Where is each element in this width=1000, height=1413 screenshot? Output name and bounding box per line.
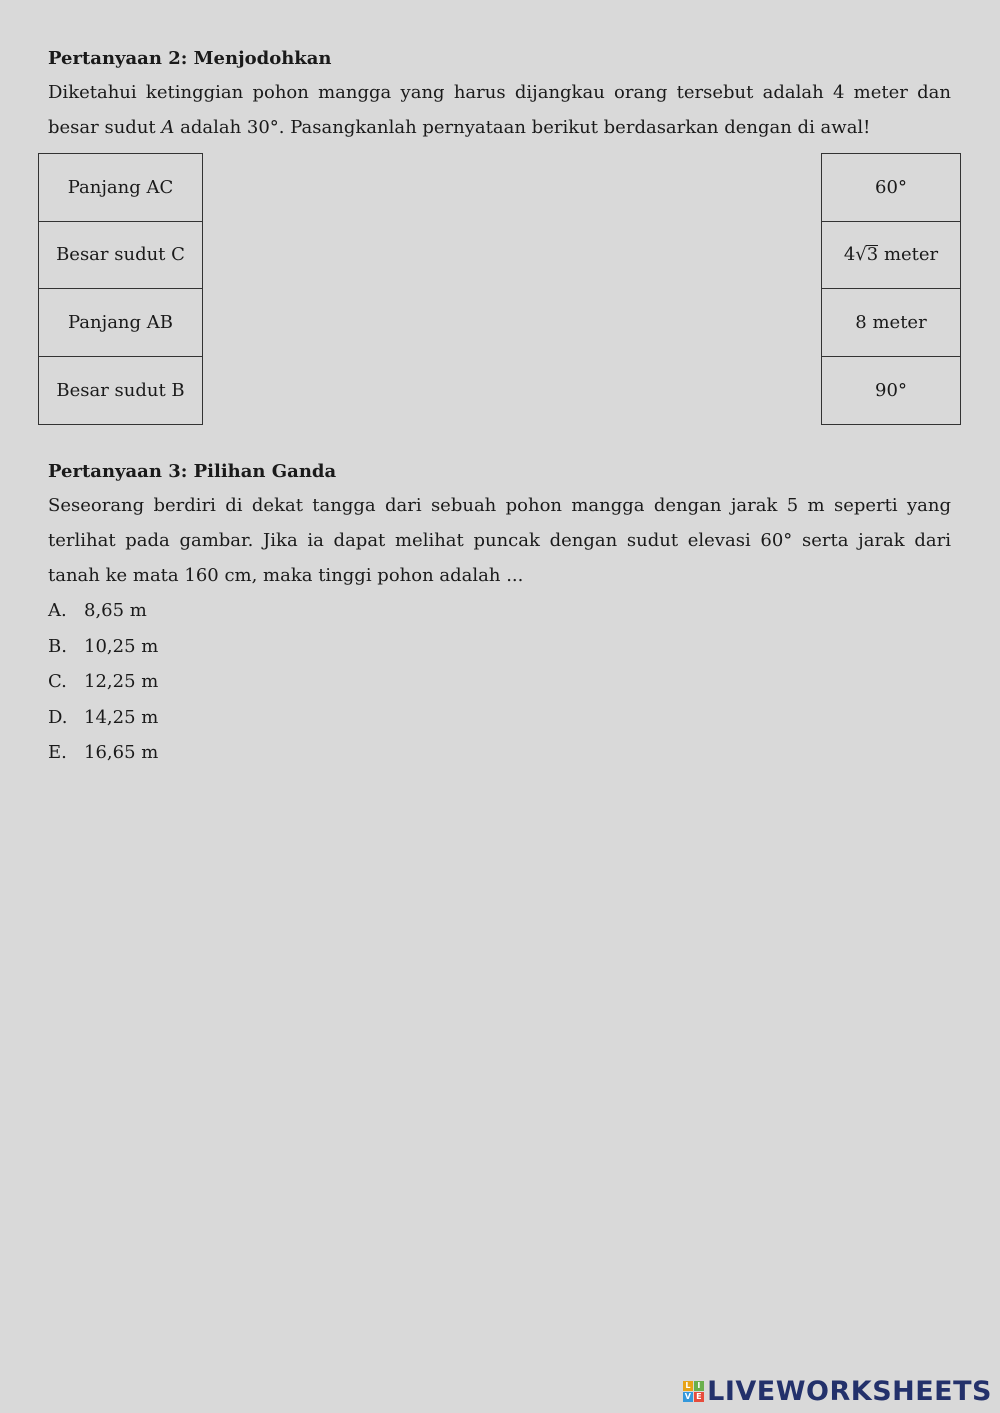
question-2-section <box>48 44 951 145</box>
option-text: 16,65 m <box>84 742 159 763</box>
match-right-item[interactable]: 60° <box>822 154 960 222</box>
question-2-text-var: A <box>161 117 175 138</box>
logo-letter-i: I <box>694 1381 704 1391</box>
match-left-item[interactable]: Besar sudut C <box>39 222 202 290</box>
liveworksheets-icon <box>683 1381 704 1402</box>
question-2-text-part1: Diketahui ketinggian pohon mangga yang harus dijangkau orang tersebut adalah 4 meter dan besar sudut <box>48 82 951 138</box>
option-c[interactable] <box>48 664 951 700</box>
logo-letter-l: L <box>683 1381 693 1391</box>
matching-left-column <box>38 153 203 425</box>
match-left-item[interactable]: Panjang AB <box>39 289 202 357</box>
match-right-item[interactable]: 8 meter <box>822 289 960 357</box>
question-2-title: Pertanyaan 2: Menjodohkan <box>48 48 332 69</box>
option-d[interactable] <box>48 700 951 736</box>
question-3-section <box>48 457 951 771</box>
option-b[interactable] <box>48 629 951 665</box>
option-letter: E. <box>48 742 67 763</box>
match-right-item[interactable]: 90° <box>875 379 907 401</box>
option-letter: D. <box>48 706 68 728</box>
option-text: 10,25 m <box>84 635 159 657</box>
logo-letter-e: E <box>694 1392 704 1402</box>
option-text: 14,25 m <box>84 706 159 728</box>
match-right-item[interactable] <box>822 222 960 290</box>
option-text: 8,65 m <box>84 600 147 621</box>
question-3-text: Seseorang berdiri di dekat tangga dari sebuah pohon mangga dengan jarak 5 m seperti yang terlihat pada gambar. Jika ia dapat melihat puncak dengan sudut elevasi 60° serta jarak dari tanah ke mata 160 cm, maka tinggi pohon adalah ... <box>48 495 951 586</box>
question-3-title: Pertanyaan 3: Pilihan Ganda <box>48 461 337 482</box>
logo-letter-v: V <box>684 1392 692 1401</box>
radical-sign: √ <box>855 244 867 266</box>
matching-right-column <box>821 153 961 425</box>
matching-area <box>38 153 961 425</box>
option-text: 12,25 m <box>84 671 159 692</box>
match-right-coef: 4 <box>843 244 856 266</box>
question-2-text-part2: adalah 30°. Pasangkanlah pernyataan berikut berdasarkan dengan di awal! <box>174 117 871 138</box>
match-right-unit: meter <box>878 244 939 266</box>
liveworksheets-wordmark: LIVEWORKSHEETS <box>707 1376 992 1407</box>
option-letter: B. <box>48 635 67 657</box>
match-right-radicand: 3 <box>866 244 879 266</box>
question-3-options <box>48 593 951 771</box>
option-e[interactable] <box>48 735 951 771</box>
question-2-text <box>48 75 951 145</box>
option-letter: C. <box>48 671 67 692</box>
liveworksheets-logo[interactable] <box>683 1376 992 1407</box>
match-left-item[interactable]: Besar sudut B <box>56 379 185 401</box>
match-left-item[interactable]: Panjang AC <box>39 154 202 222</box>
option-a[interactable] <box>48 593 951 629</box>
option-letter: A. <box>48 600 67 621</box>
